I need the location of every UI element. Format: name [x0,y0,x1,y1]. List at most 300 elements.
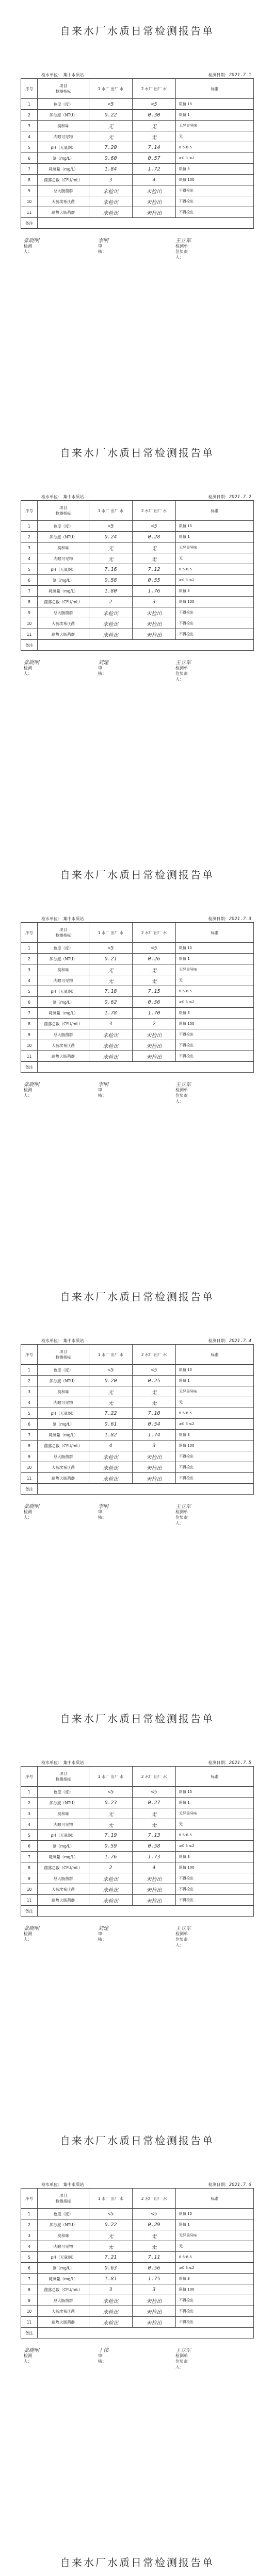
date-value: 2021.7.1 [229,73,251,78]
value-plant-2: <5 [133,1787,176,1798]
value-plant-1: <5 [89,1787,133,1798]
date-label: 检测日期： [208,495,229,499]
item-no: 6 [21,1419,38,1430]
value-plant-1: 1.82 [89,1430,133,1440]
item-name: 氯（mg/L） [38,153,89,164]
inspector-signature: 张晓明 [24,2348,39,2353]
report-footer [21,229,253,260]
report-footer [21,1073,253,1104]
item-standard: 不得检出 [176,1462,254,1473]
item-name: 肉眼可见物 [38,975,89,986]
table-row [21,1376,254,1386]
value-plant-2: 0.56 [133,997,176,1008]
report-meta [21,71,253,78]
item-standard: 不得检出 [176,607,254,618]
item-no: 3 [21,1808,38,1819]
header-item [38,1767,89,1787]
value-plant-2: 未检出 [133,207,176,218]
item-standard: ≥0.3 ≤2 [176,575,254,586]
header-item-b: 检测指标 [55,933,71,938]
item-name: 大肠埃希氏菌 [38,1040,89,1051]
item-no: 7 [21,2274,38,2284]
table-row [21,142,254,153]
value-plant-2: 未检出 [133,1451,176,1462]
table-row [21,607,254,618]
item-no: 10 [21,2306,38,2317]
header-item-b: 检测指标 [55,1355,71,1360]
table-row [21,532,254,543]
report-page [0,1266,274,1688]
value-plant-1: 未检出 [89,1040,133,1051]
item-no: 9 [21,607,38,618]
results-table [21,2188,254,2338]
value-plant-2: 7.11 [133,2252,176,2263]
value-plant-1: 0.23 [89,1798,133,1808]
remark-label: 备注 [21,1906,38,1917]
table-row [21,629,254,640]
header-plant-1: 1 水厂 出厂 水 [89,923,133,943]
item-name: 肉眼可见物 [38,553,89,564]
item-no: 5 [21,142,38,153]
item-no: 10 [21,618,38,629]
item-standard: 限值 100 [176,2284,254,2295]
value-plant-2: 0.58 [133,1841,176,1852]
value-plant-1: 0.61 [89,1419,133,1430]
table-row [21,2209,254,2219]
item-standard: 无 [176,1397,254,1408]
item-name: pH（无量纲） [38,2252,89,2263]
value-plant-1: 0.60 [89,153,133,164]
date-label: 检测日期： [208,1760,229,1765]
header-seq: 序号 [21,923,38,943]
table-header [21,923,254,943]
item-standard: 不得检出 [176,1873,254,1884]
table-row [21,185,254,196]
table-row [21,2306,254,2317]
value-plant-1: 无 [89,553,133,564]
head-label: 检测单位负责人： [175,2353,188,2369]
item-no: 1 [21,521,38,532]
item-no: 2 [21,532,38,543]
item-standard: 限值 1 [176,1376,254,1386]
item-no: 6 [21,1841,38,1852]
value-plant-2: <5 [133,521,176,532]
header-plant-2: 2 水厂 出厂 水 [133,1345,176,1365]
item-name: 色度（度） [38,2209,89,2219]
table-row [21,521,254,532]
table-row [21,543,254,553]
item-no: 4 [21,131,38,142]
item-standard: 6.5-8.5 [176,1408,254,1419]
item-name: 耐热大肠菌群 [38,1895,89,1906]
value-plant-2: 无 [133,543,176,553]
table-row [21,986,254,997]
item-standard: 无异臭异味 [176,1808,254,1819]
value-plant-2: 0.26 [133,954,176,964]
value-plant-1: <5 [89,99,133,110]
header-item-a: 项目 [59,1771,67,1776]
table-row [21,1440,254,1451]
item-no: 5 [21,564,38,575]
header-seq: 序号 [21,501,38,521]
reviewer-label: 审核： [98,1931,106,1942]
item-standard: 不得检出 [176,1473,254,1484]
head-signature: 王立军 [175,1926,191,1931]
item-name: 臭和味 [38,543,89,553]
table-header [21,501,254,521]
item-name: 臭和味 [38,1386,89,1397]
report-sheet [21,71,253,260]
table-row [21,2284,254,2295]
value-plant-2: 1.72 [133,164,176,175]
value-plant-2: 未检出 [133,1051,176,1062]
item-standard: 限值 3 [176,1430,254,1440]
item-name: 色度（度） [38,1787,89,1798]
value-plant-2: 7.15 [133,986,176,997]
value-plant-2: 无 [133,1808,176,1819]
item-standard: 限值 1 [176,954,254,964]
remark-cell [38,1906,254,1917]
item-name: 大肠埃希氏菌 [38,618,89,629]
value-plant-1: 未检出 [89,2317,133,2328]
inspector-label: 检测人： [24,2353,32,2364]
item-name: 肉眼可见物 [38,1397,89,1408]
value-plant-1: 7.18 [89,986,133,997]
value-plant-2: 7.12 [133,564,176,575]
reviewer-field [98,658,108,676]
table-row [21,2252,254,2263]
item-no: 7 [21,1008,38,1019]
reviewer-signature: 李明 [98,238,108,244]
header-item [38,79,89,99]
head-field [175,2346,191,2369]
header-seq: 序号 [21,1767,38,1787]
item-no: 7 [21,586,38,597]
value-plant-2: 0.54 [133,1419,176,1430]
item-no: 3 [21,964,38,975]
value-plant-2: 未检出 [133,618,176,629]
table-row [21,2274,254,2284]
report-title: 自来水厂水质日常检测报告单 [60,2556,214,2569]
value-plant-1: 3 [89,1019,133,1029]
value-plant-2: 4 [133,175,176,185]
table-row [21,575,254,586]
item-no: 1 [21,99,38,110]
unit-label: 检水单位： 集中水质站 [41,917,84,921]
item-standard: 限值 3 [176,1852,254,1862]
item-name: 大肠埃希氏菌 [38,1462,89,1473]
item-standard: 无 [176,131,254,142]
report-sheet [21,1759,253,1947]
item-name: 总大肠菌群 [38,1873,89,1884]
value-plant-2: 无 [133,1819,176,1830]
header-item-a: 项目 [59,83,67,88]
reviewer-label: 审核： [98,244,106,254]
value-plant-1: 无 [89,1397,133,1408]
item-no: 2 [21,954,38,964]
item-standard: 限值 15 [176,2209,254,2219]
value-plant-2: 0.29 [133,2219,176,2230]
inspector-signature: 张晓明 [24,1504,39,1510]
head-signature: 王立军 [175,1504,191,1510]
reviewer-label: 审核： [98,2353,106,2364]
remark-row [21,1484,254,1495]
report-page [0,2110,274,2532]
item-no: 4 [21,1397,38,1408]
inspector-field [24,658,39,676]
date-value: 2021.7.3 [229,917,251,922]
unit-label: 检水单位： 集中水质站 [41,2182,84,2187]
item-no: 7 [21,1852,38,1862]
header-plant-2: 2 水厂 出厂 水 [133,79,176,99]
value-plant-1: 0.63 [89,2263,133,2274]
table-row [21,1841,254,1852]
header-plant-2: 2 水厂 出厂 水 [133,501,176,521]
header-seq: 序号 [21,2189,38,2209]
item-name: 耐热大肠菌群 [38,2317,89,2328]
item-standard: 不得检出 [176,1895,254,1906]
table-row [21,207,254,218]
table-row [21,586,254,597]
item-name: 臭和味 [38,121,89,131]
item-no: 10 [21,196,38,207]
item-no: 8 [21,175,38,185]
item-standard: 不得检出 [176,2306,254,2317]
item-name: 色度（度） [38,1365,89,1376]
value-plant-2: 未检出 [133,629,176,640]
report-meta [21,915,253,922]
remark-row [21,1062,254,1073]
item-name: 大肠埃希氏菌 [38,2306,89,2317]
value-plant-2: 未检出 [133,2295,176,2306]
item-name: pH（无量纲） [38,564,89,575]
value-plant-1: 未检出 [89,1462,133,1473]
item-standard: 不得检出 [176,1884,254,1895]
table-row [21,1419,254,1430]
item-standard: 限值 3 [176,2274,254,2284]
value-plant-2: 0.27 [133,1798,176,1808]
table-row [21,121,254,131]
item-no: 2 [21,2219,38,2230]
head-label: 检测单位负责人： [175,1931,188,1947]
value-plant-2: 未检出 [133,1473,176,1484]
value-plant-1: 4 [89,1440,133,1451]
value-plant-1: 1.81 [89,2274,133,2284]
item-no: 9 [21,1873,38,1884]
value-plant-1: 0.22 [89,2219,133,2230]
header-plant-1: 1 水厂 出厂 水 [89,1767,133,1787]
value-plant-2: 无 [133,1386,176,1397]
value-plant-1: 0.59 [89,1841,133,1852]
item-standard: 不得检出 [176,1451,254,1462]
item-name: 浑浊度（NTU） [38,110,89,121]
value-plant-2: 1.73 [133,1852,176,1862]
value-plant-1: 0.20 [89,1376,133,1386]
item-standard: ≥0.3 ≤2 [176,1419,254,1430]
table-row [21,1397,254,1408]
table-row [21,1862,254,1873]
item-no: 1 [21,1365,38,1376]
report-page [0,1688,274,2110]
item-no: 7 [21,1430,38,1440]
item-name: 氯（mg/L） [38,1419,89,1430]
value-plant-2: 无 [133,121,176,131]
item-standard: 不得检出 [176,185,254,196]
remark-row [21,640,254,651]
report-title: 自来水厂水质日常检测报告单 [60,1713,214,1725]
value-plant-1: 2 [89,597,133,607]
table-row [21,1473,254,1484]
value-plant-2: 1.70 [133,1008,176,1019]
value-plant-2: 7.10 [133,1408,176,1419]
item-standard: 6.5-8.5 [176,142,254,153]
remark-label: 备注 [21,1484,38,1495]
report-page [0,844,274,1266]
item-no: 6 [21,2263,38,2274]
reviewer-label: 审核： [98,666,106,676]
table-row [21,1462,254,1473]
item-standard: 6.5-8.5 [176,564,254,575]
value-plant-2: 未检出 [133,1895,176,1906]
value-plant-2: 未检出 [133,607,176,618]
item-name: 耐热大肠菌群 [38,1473,89,1484]
head-signature: 王立军 [175,660,191,666]
item-standard: 限值 100 [176,175,254,185]
inspector-signature: 张晓明 [24,660,39,666]
table-row [21,997,254,1008]
value-plant-1: 未检出 [89,1895,133,1906]
item-name: 菌落总数（CFU/mL） [38,1019,89,1029]
inspector-field [24,236,39,254]
item-no: 2 [21,1376,38,1386]
item-no: 5 [21,1408,38,1419]
item-standard: 无异臭异味 [176,964,254,975]
head-label: 检测单位负责人： [175,1088,188,1104]
header-item [38,923,89,943]
report-page [0,2532,274,2576]
item-no: 5 [21,986,38,997]
value-plant-2: 无 [133,2241,176,2252]
item-no: 10 [21,1884,38,1895]
reviewer-signature: 刘建 [98,1926,108,1931]
value-plant-2: 3 [133,2284,176,2295]
table-row [21,2241,254,2252]
item-name: pH（无量纲） [38,142,89,153]
table-row [21,1051,254,1062]
item-standard: 限值 15 [176,1365,254,1376]
value-plant-1: 7.20 [89,142,133,153]
header-item [38,501,89,521]
item-no: 3 [21,543,38,553]
header-item-a: 项目 [59,1349,67,1354]
item-standard: 不得检出 [176,2317,254,2328]
value-plant-2: 1.75 [133,2274,176,2284]
item-name: 总大肠菌群 [38,1029,89,1040]
table-header [21,1345,254,1365]
date-field [208,1760,251,1766]
table-row [21,1787,254,1798]
table-row [21,1029,254,1040]
table-row [21,99,254,110]
item-name: 菌落总数（CFU/mL） [38,597,89,607]
item-standard: 限值 100 [176,1862,254,1873]
item-no: 4 [21,975,38,986]
report-meta [21,1337,253,1344]
head-label: 检测单位负责人： [175,244,188,260]
item-standard: 限值 1 [176,2219,254,2230]
item-name: 耗氧量（mg/L） [38,164,89,175]
table-row [21,1808,254,1819]
results-table [21,922,254,1073]
table-row [21,1830,254,1841]
item-no: 8 [21,1019,38,1029]
table-row [21,1408,254,1419]
value-plant-1: 未检出 [89,1873,133,1884]
inspector-label: 检测人： [24,1088,32,1098]
date-value: 2021.7.6 [229,2182,251,2188]
table-row [21,1852,254,1862]
value-plant-1: 1.78 [89,1008,133,1019]
date-field [208,72,251,78]
item-standard: 不得检出 [176,629,254,640]
value-plant-1: 未检出 [89,2295,133,2306]
item-no: 9 [21,2295,38,2306]
item-standard: 无 [176,1819,254,1830]
remark-row [21,218,254,229]
date-value: 2021.7.4 [229,1338,251,1344]
item-no: 5 [21,1830,38,1841]
item-name: pH（无量纲） [38,1408,89,1419]
header-plant-2: 2 水厂 出厂 水 [133,923,176,943]
item-standard: 限值 3 [176,1008,254,1019]
value-plant-2: 2 [133,1019,176,1029]
header-item-b: 检测指标 [55,1777,71,1782]
item-name: 色度（度） [38,99,89,110]
item-standard: ≥0.3 ≤2 [176,153,254,164]
item-no: 6 [21,153,38,164]
header-standard: 标准 [176,1345,254,1365]
reviewer-label: 审核： [98,1088,106,1098]
item-standard: 限值 1 [176,1798,254,1808]
report-title: 自来水厂水质日常检测报告单 [60,2134,214,2147]
value-plant-2: 无 [133,1397,176,1408]
value-plant-2: 无 [133,553,176,564]
value-plant-1: 无 [89,543,133,553]
table-row [21,1365,254,1376]
value-plant-2: 0.28 [133,532,176,543]
value-plant-2: 未检出 [133,1029,176,1040]
header-seq: 序号 [21,79,38,99]
value-plant-2: 未检出 [133,1884,176,1895]
value-plant-2: <5 [133,2209,176,2219]
item-standard: 限值 15 [176,521,254,532]
value-plant-2: <5 [133,943,176,954]
report-sheet [21,915,253,1104]
item-no: 7 [21,164,38,175]
item-standard: 不得检出 [176,618,254,629]
reviewer-field [98,2346,108,2364]
date-field [208,494,251,500]
table-row [21,553,254,564]
item-standard: 不得检出 [176,1029,254,1040]
item-standard: 6.5-8.5 [176,1830,254,1841]
value-plant-1: 未检出 [89,1884,133,1895]
value-plant-2: 未检出 [133,185,176,196]
table-row [21,110,254,121]
reviewer-field [98,236,108,254]
value-plant-2: 1.76 [133,586,176,597]
report-meta [21,1759,253,1766]
